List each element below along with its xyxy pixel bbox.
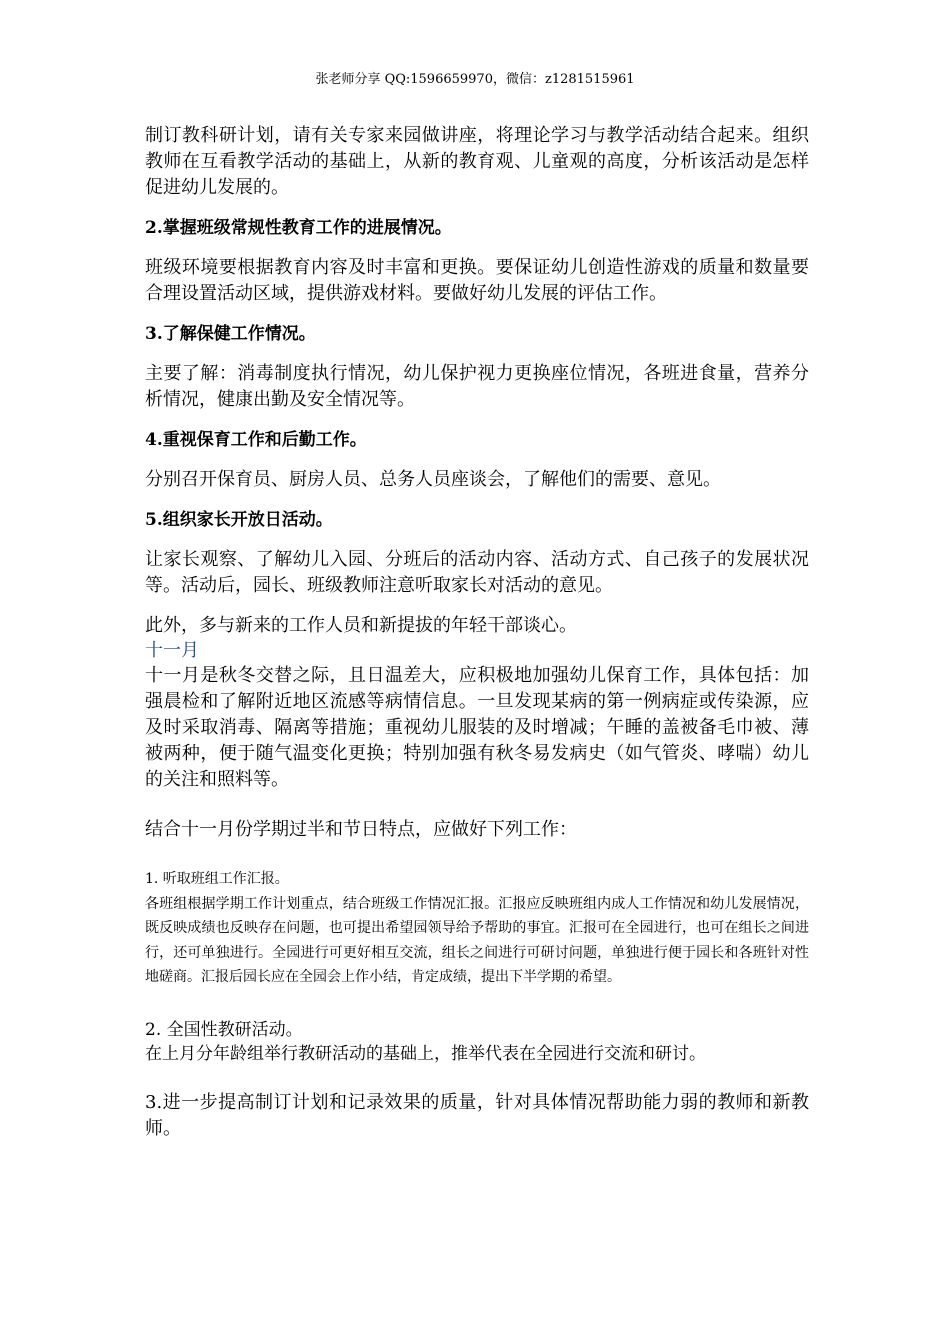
item-2-body: 在上月分年龄组举行教研活动的基础上，推举代表在全园进行交流和研讨。	[145, 1043, 706, 1064]
paragraph-2: 班级环境要根据教育内容及时丰富和更换。要保证幼儿创造性游戏的质量和数量要合理设置活动区域，提供游戏材料。要做好幼儿发展的评估工作。	[145, 257, 809, 304]
paragraph-5: 让家长观察、了解幼儿入园、分班后的活动内容、活动方式、自己孩子的发展状况等。活动后，园长、班级教师注意听取家长对活动的意见。	[145, 549, 809, 596]
heading-3: 3.了解保健工作情况。	[145, 324, 316, 344]
month-heading: 十一月	[145, 640, 199, 661]
heading-4: 4.重视保育工作和后勤工作。	[145, 430, 367, 450]
document-body	[145, 123, 809, 1142]
paragraph-november: 十一月是秋冬交替之际，且日温差大，应积极地加强幼儿保育工作，具体包括：加强晨检和了解附近地区流感等病情信息。一旦发现某病的第一例病症或传染源，应及时采取消毒、隔离等措施；重视幼儿服装的及时增减；午睡的盖被备毛巾被、薄被两种，便于随气温变化更换；特别加强有秋冬易发病史（如气管炎、哮喘）幼儿的关注和照料等。	[145, 665, 809, 790]
page-header: 张老师分享 QQ:1596659970，微信：z1281515961	[315, 72, 635, 87]
paragraph-3: 主要了解：消毒制度执行情况，幼儿保护视力更换座位情况，各班进食量，营养分析情况，健康出勤及安全情况等。	[145, 363, 809, 410]
paragraph-6: 此外，多与新来的工作人员和新提拔的年轻干部谈心。	[145, 615, 577, 636]
item-1-title: 1. 听取班组工作汇报。	[145, 871, 289, 887]
item-1-body: 各班组根据学期工作计划重点，结合班级工作情况汇报。汇报应反映班组内成人工作情况和幼儿发展情况，既反映成绩也反映存在问题，也可提出希望园领导给予帮助的事宜。汇报可在全园进行，也可在组长之间进行，还可单独进行。全园进行可更好相互交流，组长之间进行可研讨问题，单独进行便于园长和各班针对性地磋商。汇报后园长应在全园会上作小结，肯定成绩，提出下半学期的希望。	[145, 895, 809, 985]
paragraph-combine: 结合十一月份学期过半和节日特点，应做好下列工作：	[145, 819, 577, 840]
item-2-title: 2. 全国性教研活动。	[145, 1019, 303, 1040]
item-3: 3.进一步提高制订计划和记录效果的质量，针对具体情况帮助能力弱的教师和新教师。	[145, 1091, 809, 1139]
heading-5: 5.组织家长开放日活动。	[145, 510, 333, 530]
paragraph-4: 分别召开保育员、厨房人员、总务人员座谈会，了解他们的需要、意见。	[145, 469, 721, 490]
heading-2: 2.掌握班级常规性教育工作的进展情况。	[145, 218, 452, 238]
paragraph-intro: 制订教科研计划，请有关专家来园做讲座，将理论学习与教学活动结合起来。组织教师在互看教学活动的基础上，从新的教育观、儿童观的高度，分析该活动是怎样促进幼儿发展的。	[145, 125, 809, 198]
